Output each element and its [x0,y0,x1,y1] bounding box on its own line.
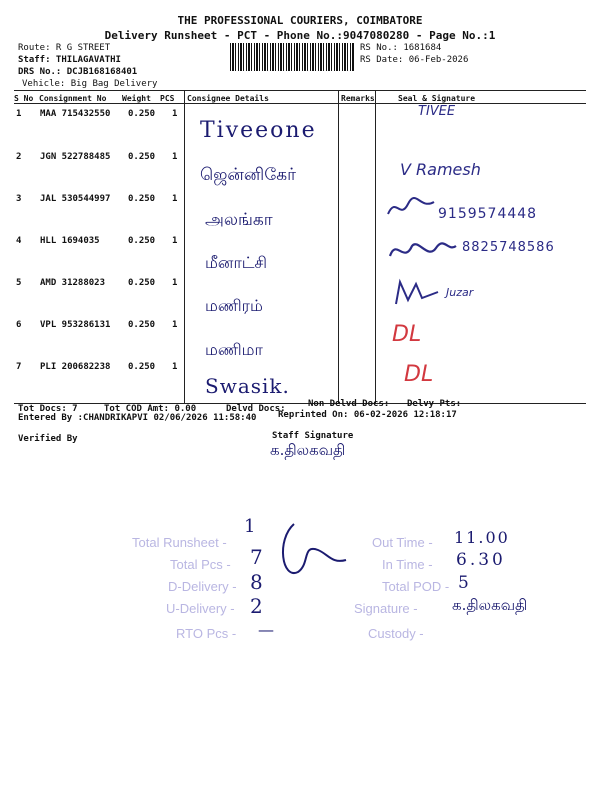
row-signature: TIVEE [418,104,456,119]
row-consignee-handwriting: அலங்கா [205,210,273,230]
row-weight: 0.250 [128,278,156,288]
row-signature: 8825748586 [462,240,555,255]
row-sno: 6 [16,320,22,330]
row-consignee-handwriting: மீனாட்சி [205,253,268,272]
stamp-value: — [258,620,274,639]
row-pcs: 1 [172,194,178,204]
stamp-value: 7 [250,545,263,569]
row-pcs: 1 [172,278,178,288]
col-consignee: Consignee Details [187,94,269,103]
row-signature: Juzar [446,286,474,299]
row-pcs: 1 [172,152,178,162]
staff-signature-label: Staff Signature [272,431,354,441]
tot-docs: Tot Docs: 7 [18,404,78,414]
stamp-value: 8 [250,570,263,594]
signature-scribble [386,196,436,220]
row-weight: 0.250 [128,194,156,204]
stamp-label: Total Runsheet - [132,535,227,550]
top-cutoff-text [130,0,470,8]
col-remarks: Remarks [341,94,375,103]
vehicle-label: Vehicle: Big Bag Delivery [22,79,158,89]
signature-scribble [388,236,458,266]
company-title: THE PROFESSIONAL COURIERS, COIMBATORE [177,14,423,27]
verified-by: Verified By [18,434,78,444]
col-seal-signature: Seal & Signature [398,94,476,103]
table-bottom-border [14,403,586,404]
stamp-value: 6.30 [456,550,506,570]
signature-scribble [392,278,442,308]
rs-number: RS No.: 1681684 [360,43,442,53]
row-sno: 2 [16,152,22,162]
row-sno: 1 [16,109,22,119]
col-divider [375,91,376,404]
non-delvd-docs: Non Delvd Docs: [308,399,390,409]
stamp-signature-scribble [272,520,352,590]
runsheet-subtitle: Delivery Runsheet - PCT - Phone No.:9047080280 - Page No.:1 [104,29,496,42]
col-divider [184,91,185,404]
row-consignee-handwriting: மணிமா [205,340,263,359]
stamp-value: 11.00 [454,528,510,547]
row-pcs: 1 [172,320,178,330]
row-sno: 4 [16,236,22,246]
row-consignee-handwriting: Tiveeone [200,118,317,143]
stamp-label: Total POD - [382,579,450,594]
row-pcs: 1 [172,109,178,119]
stamp-label: In Time - [382,557,433,572]
row-consignment: PLI 200682238 [40,362,111,372]
staff-signature-handwriting: க.திலகவதி [270,441,346,459]
delvd-docs: Delvd Docs: [226,404,286,414]
stamp-label: Out Time - [372,535,433,550]
row-signature: DL [392,322,422,347]
row-sno: 5 [16,278,22,288]
row-weight: 0.250 [128,362,156,372]
row-consignment: MAA 715432550 [40,109,111,119]
row-signature: V Ramesh [400,160,481,179]
stamp-value: க.திலகவதி [452,596,528,614]
delvy-pts: Delvy Pts: [407,399,462,409]
col-sno: S No [14,94,34,103]
barcode-image [230,43,355,71]
entered-by: Entered By :CHANDRIKAPVI 02/06/2026 11:58:40 [18,413,257,423]
table-top-border [14,90,586,91]
row-consignment: VPL 953286131 [40,320,111,330]
row-weight: 0.250 [128,152,156,162]
row-consignment: HLL 1694035 [40,236,100,246]
stamp-label: D-Delivery - [168,579,237,594]
row-consignee-handwriting: மணிரம் [205,296,263,315]
drs-label: DRS No.: DCJB168168401 [18,67,138,77]
row-sno: 3 [16,194,22,204]
stamp-value: 5 [458,573,469,593]
col-consignment: Consignment No [39,94,107,103]
row-sno: 7 [16,362,22,372]
stamp-value: 1 [244,516,256,537]
col-divider [338,91,339,404]
row-consignee-handwriting: Swasik. [205,374,290,398]
row-consignee-handwriting: ஜென்னிகேர் [200,165,297,185]
col-pcs: PCS [160,94,175,103]
row-weight: 0.250 [128,236,156,246]
stamp-label: Total Pcs - [170,557,231,572]
table-header-border [14,103,586,104]
row-consignment: JGN 522788485 [40,152,111,162]
row-weight: 0.250 [128,320,156,330]
row-pcs: 1 [172,236,178,246]
row-signature: DL [404,362,434,387]
row-consignment: JAL 530544997 [40,194,111,204]
tot-cod: Tot COD Amt: 0.00 [104,404,197,414]
row-consignment: AMD 31288023 [40,278,106,288]
col-weight: Weight [122,94,151,103]
stamp-label: Custody - [368,626,424,641]
staff-label: Staff: THILAGAVATHI [18,55,121,65]
stamp-value: 2 [250,594,263,618]
row-weight: 0.250 [128,109,156,119]
stamp-label: RTO Pcs - [176,626,237,641]
row-signature: 9159574448 [438,206,538,222]
reprinted-on: Reprinted On: 06-02-2026 12:18:17 [278,410,457,420]
row-pcs: 1 [172,362,178,372]
route-label: Route: R G STREET [18,43,111,53]
stamp-label: U-Delivery - [166,601,235,616]
stamp-label: Signature - [354,601,418,616]
rs-date: RS Date: 06-Feb-2026 [360,55,469,65]
